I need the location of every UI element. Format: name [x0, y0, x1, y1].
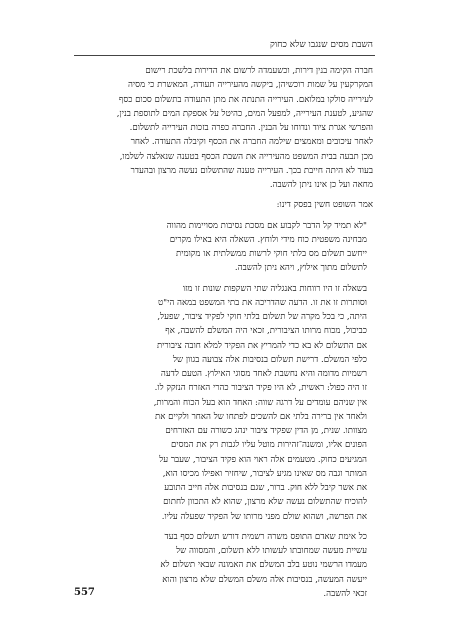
text-line: זכאי להשבה.: [323, 588, 367, 599]
paragraph: [73, 64, 373, 192]
text-line: רשמיות מדומה והיא נחשבת לאחד מסוגי האילוץ. הטעם לדעה: [160, 369, 367, 379]
text-line: אמר השופט חשין בפסק דינו:: [276, 200, 373, 211]
text-line: מצוותו. שנית, מן הדין שפקיד ציבור ינהג כשורה עם האזרחים: [165, 426, 367, 436]
quoted-paragraph: [73, 530, 373, 601]
body-text: [73, 64, 373, 601]
text-line: מכן תבעה בבית המשפט מהעירייה את השבת הכסף בטענה שנאלצה לשלמו,: [119, 151, 373, 162]
running-header: השבת מסים שנגבו שלא כחוק: [270, 40, 373, 50]
header-rule: [74, 55, 375, 56]
text-line: המקרקעין על שמות רוכשיהן, ביקשה מהעירייה תעודה, המאשרת כי מסיה: [127, 80, 373, 91]
text-line: לאחר עיכובים ומאמצים שילמה החברה את הכסף וקיבלה התעודה. לאחר: [130, 137, 373, 148]
text-line: אין שניהם עומדים על דרגה שווה: האחד הוא בעל הכוח והמרות,: [153, 397, 367, 408]
text-line: שהגיע, לטענת העירייה, למפעל המים, כהיטל על אספקת המים לתוספת בנין,: [116, 108, 373, 119]
text-line: ייחשב תשלום מס בלתי חוקי לרשות ממשלתית או מקומית: [176, 249, 367, 259]
text-line: הפונים אליו, ומשנה־זהירות מוטל עליו לגבות רק את המסים: [171, 440, 367, 451]
text-line: להוכיח שהתשלום נעשה שלא מרצון, שהוא לא התכוון לחתום: [163, 497, 367, 508]
text-line: את הפרשה, ושהוא שולם מפני מרותו של הפקיד שפעלה עליו.: [161, 511, 367, 522]
text-line: ייעשה המעשה, בנסיבות אלה משלם המשלם שלא מרצון והוא: [162, 574, 367, 585]
text-line: וסותרות זו את זו. הדעה שהדריכה את בתי המשפט במאה הי"ט: [157, 297, 367, 308]
paragraph: [73, 198, 373, 212]
text-line: מחאה ועל כן אינו ניתן להשבה.: [269, 180, 373, 190]
text-line: בעוד לא היתה חייבת בכך. העירייה טענה שהתשלום נעשה מרצון ובהעדר: [130, 165, 373, 176]
text-line: כביכול, מכוח מרותו הציבורית, זכאי היה המשלם להשבה, אף: [165, 326, 367, 337]
text-line: חברה הקימה בנין דירות, וכשעמדה לרשום את הדירות בלשכת רישום: [145, 66, 373, 76]
quoted-paragraph: [73, 282, 373, 524]
quoted-paragraph: [73, 219, 373, 276]
text-line: אם התשלום לא בא כדי להמריץ את הפקיד למלא חובה ציבורית: [156, 340, 367, 351]
text-line: כלפי המשלם. דרישת תשלום בנסיבות אלה צבועה בגוון של: [172, 354, 367, 365]
page-number: 557: [74, 587, 95, 598]
text-line: היתה, כי בכל מקרה של תשלום בלתי חוקי לפקיד ציבור, שפעל,: [157, 312, 367, 322]
text-line: זו היה כפול: ראשית, לא היו פקיד הציבור כהרי האזרח הנזקק לו.: [154, 383, 367, 394]
text-line: המותר וגבה מס שאינו מגיע לציבור, שיחזיר ואפילו מכיסו הוא,: [162, 468, 367, 479]
text-line: מעמדו הרשמי נוטע בלב המשלם את האמונה שבאי תשלום לא: [160, 560, 367, 571]
text-line: לעירייה סולקו במלואם. העירייה התנתה את מתן התעודה בתשלום סכום כסף: [118, 94, 373, 105]
text-line: ולאחד אין ברירה בלתי אם להשכים לפתחו של האחר ולקיים את: [155, 411, 367, 422]
text-line: עשיית מעשה שמחובתו לעשותו ללא תשלום, והמסווה של: [176, 546, 367, 556]
text-line: מבחינה משפטית כוח מידי ולוחץ. השאלה היא באילו מקרים: [169, 234, 367, 245]
text-line: והפרשי אגרת ציוד ונדוחו על הבנין. החברה כפרה בזכות העירייה לתשלום.: [129, 123, 373, 133]
text-line: "לא תמיד קל הדבר לקבוע אם מסכת נסיבות מסויימות מהווה: [166, 220, 367, 231]
text-line: בשאלה זו היו רווחות באנגליה שתי השקפות שונות זו מזו: [182, 283, 367, 294]
text-line: המגיעים כחוק. מטעמים אלה ראוי הוא פקיד הציבור, שעבר על: [159, 454, 367, 465]
text-line: לתשלום מתוך אילוץ, ויהא ניתן להשבה.: [234, 263, 367, 274]
text-line: כל אימת שאדם התופס משרה רשמית דורש תשלום כסף בעד: [164, 531, 367, 542]
text-line: את אשר קיבל ללא חוק. ברור, שגם בנסיבות אלה חייב התובע: [164, 483, 367, 493]
